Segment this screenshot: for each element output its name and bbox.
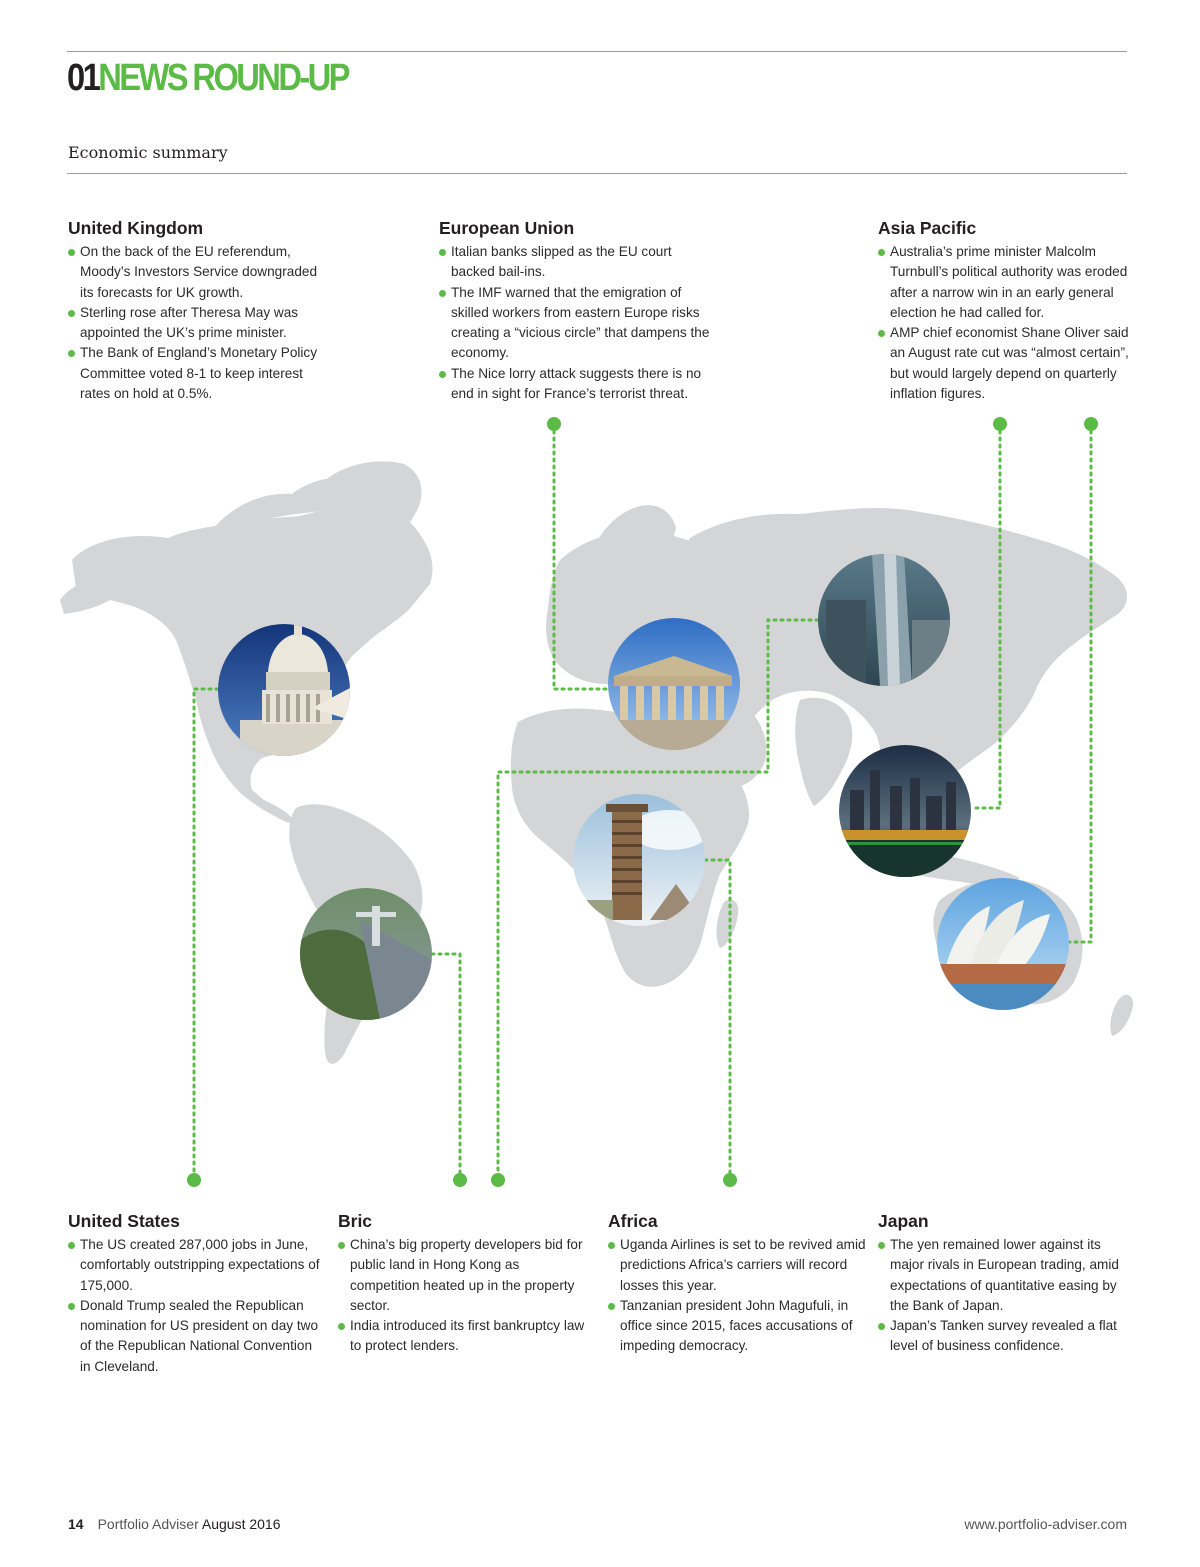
region-european-union [439,217,719,404]
connector-dot-asia-2 [1084,417,1098,431]
region-title: United States [68,1211,180,1231]
madagascar-shape [717,900,739,948]
page-number: 14 [68,1516,84,1532]
connector-bric-1 [432,954,460,1180]
publication-name: Portfolio Adviser [97,1516,199,1532]
list-item: Donald Trump sealed the Republican nomination for US president on day two of the Republican National Convention in Cleveland. [68,1296,323,1377]
list-item: India introduced its first bankruptcy law to protect lenders. [338,1316,588,1357]
connector-dot-us [187,1173,201,1187]
bullet-list [439,242,719,404]
region-japan [878,1210,1133,1357]
list-item: The Nice lorry attack suggests there is no end in sight for France’s terrorist threat. [439,364,719,405]
list-item: The IMF warned that the emigration of skilled workers from eastern Europe risks creating a “vicious circle” that dampens the economy. [439,283,719,364]
rio-christ-redeemer-photo [300,888,432,1020]
region-title: Africa [608,1211,658,1231]
list-item: The yen remained lower against its major rivals in European trading, amid expectations of quantitative easing by the Bank of Japan. [878,1235,1133,1316]
connector-dot-africa [723,1173,737,1187]
list-item: The US created 287,000 jobs in June, comfortably outstripping expectations of 175,000. [68,1235,323,1296]
section-number: 01 [67,57,99,99]
alaska-shape [60,578,110,614]
list-item: China’s big property developers bid for public land in Hong Kong as competition heated up in the property sector. [338,1235,588,1316]
section-title: NEWS ROUND-UP [98,57,348,99]
list-item: Japan’s Tanken survey revealed a flat level of business confidence. [878,1316,1133,1357]
website-link[interactable]: www.portfolio-adviser.com [964,1516,1127,1532]
list-item: The Bank of England’s Monetary Policy Committee voted 8-1 to keep interest rates on hold at 0.5%. [68,343,328,404]
bullet-list [608,1235,866,1357]
bullet-list [878,242,1133,404]
subheading: Economic summary [68,143,228,162]
bullet-list [68,242,328,404]
region-asia-pacific [878,217,1133,404]
connector-us [194,689,218,1180]
connector-asia-2 [1069,424,1091,942]
issue-date: August 2016 [201,1516,281,1532]
region-africa [608,1210,866,1357]
region-title: Japan [878,1211,929,1231]
footer-left [68,1516,281,1532]
region-title: United Kingdom [68,218,204,238]
region-title: European Union [439,218,575,238]
bullet-list [68,1235,323,1377]
list-item: Australia’s prime minister Malcolm Turnbull’s political authority was eroded after a narrow win in an early general election he had called for. [878,242,1133,323]
new-zealand-shape [1110,995,1133,1036]
region-bric [338,1210,588,1357]
bullet-list [878,1235,1133,1357]
region-title: Asia Pacific [878,218,977,238]
list-item: On the back of the EU referendum, Moody’s Investors Service downgraded its forecasts for UK growth. [68,242,328,303]
connector-dot-bric-2 [491,1173,505,1187]
region-united-kingdom [68,217,328,404]
bullet-list [338,1235,588,1357]
list-item: Uganda Airlines is set to be revived amid predictions Africa’s carriers will record losses this year. [608,1235,866,1296]
connector-dot-eu [547,417,561,431]
list-item: Sterling rose after Theresa May was appointed the UK’s prime minister. [68,303,328,344]
connector-dot-bric-1 [453,1173,467,1187]
region-title: Bric [338,1211,373,1231]
list-item: AMP chief economist Shane Oliver said an August rate cut was “almost certain”, but would largely depend on quarterly inflation figures. [878,323,1133,404]
region-united-states [68,1210,323,1377]
list-item: Italian banks slipped as the EU court backed bail-ins. [439,242,719,283]
sydney-opera-house-photo [937,878,1069,1010]
connector-dot-asia-1 [993,417,1007,431]
list-item: Tanzanian president John Magufuli, in office since 2015, faces accusations of impeding democracy. [608,1296,866,1357]
